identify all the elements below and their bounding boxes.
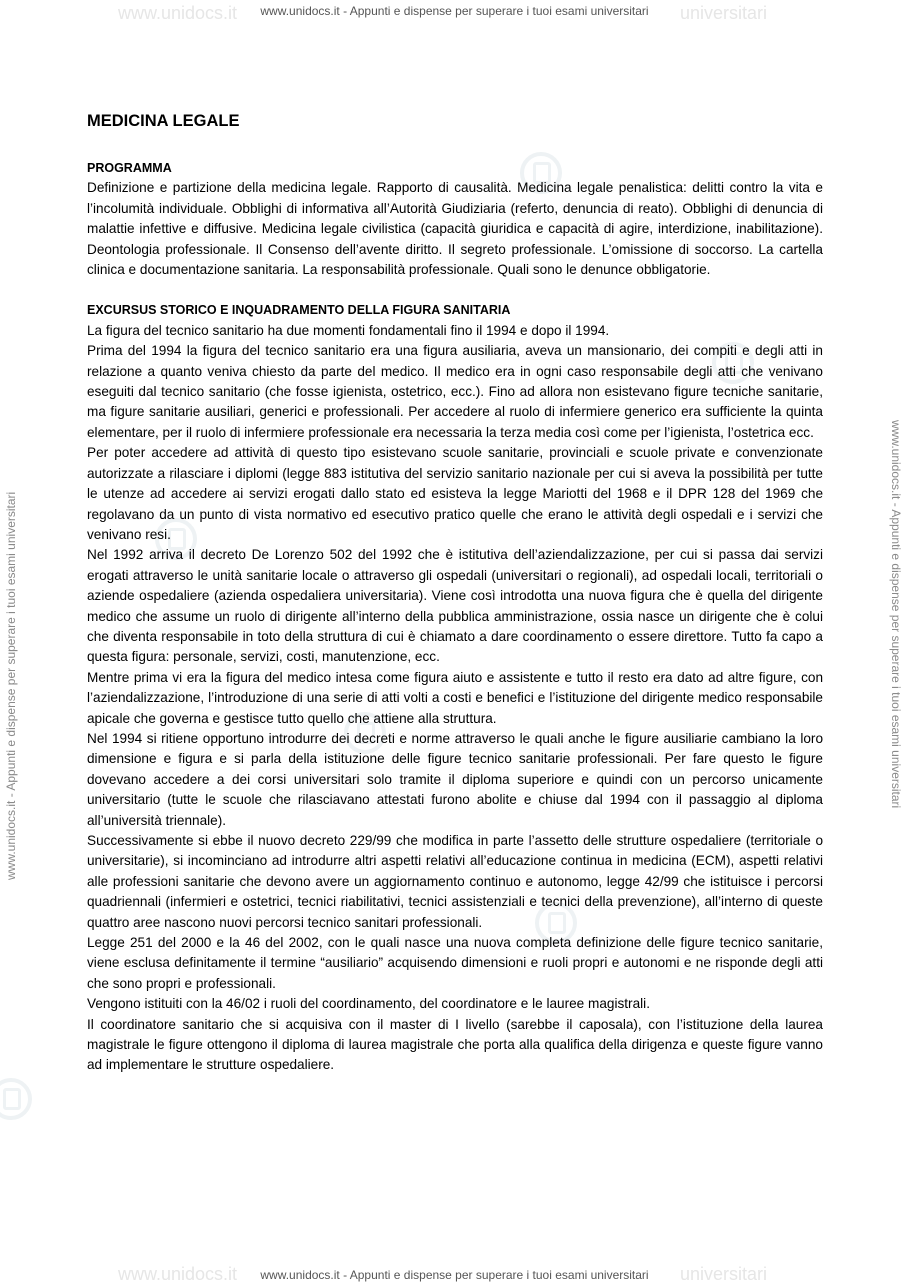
footer-ghost-left: www.unidocs.it [118,1264,238,1284]
watermark-logo-icon [0,1078,32,1120]
header-watermark [0,3,909,23]
header-watermark-text: www.unidocs.it - Appunti e dispense per superare i tuoi esami universitari [260,4,649,18]
paragraph: Il coordinatore sanitario che si acquisiva con il master di I livello (sarebbe il caposala), con l’istituzione della laurea magistrale le figure ottengono il diploma di laurea magistrale che porta alla qualifica della dirigenza e queste figure vanno ad implementare le strutture ospedaliere. [87,1016,823,1073]
left-side-watermark: www.unidocs.it - Appunti e dispense per superare i tuoi esami universitari [4,491,18,880]
section-heading: EXCURSUS STORICO E INQUADRAMENTO DELLA FIGURA SANITARIA [87,303,511,318]
section-excursus [87,300,823,1075]
footer-watermark [0,1264,909,1284]
document-title: MEDICINA LEGALE [87,112,240,130]
paragraph: Per poter accedere ad attività di questo tipo esistevano scuole sanitarie, provinciali e scuole private e convenzionate autorizzate a rilasciare i diplomi (legge 883 istitutiva del servizio sanitario nazionale per cui si aveva la possibilità per tutte le utenze ad accedere ai servizi erogati dallo stato ed esisteva la legge Mariotti del 1968 e il DPR 128 del 1969 che regolavano da un punto di vista normativo ed esecutivo pratico quelle che erano le attività degli ospedali e i servizi che venivano resi. [87,445,823,542]
document-body [87,110,823,1076]
paragraph: Vengono istituiti con la 46/02 i ruoli del coordinamento, del coordinatore e le lauree magistrali. [87,996,650,1012]
footer-watermark-text: www.unidocs.it - Appunti e dispense per superare i tuoi esami universitari [260,1268,649,1282]
section-programma [87,158,823,280]
paragraph: Successivamente si ebbe il nuovo decreto 229/99 che modifica in parte l’assetto delle strutture ospedaliere (territoriale o universitarie), si incominciano ad introdurre altri aspetti relativi all’educazione continua in medicina (ECM), aspetti relativi alle professioni sanitarie che devono avere un aggiornamento continuo e autonomo, legge 42/99 che istituisce i percorsi quadriennali (infermieri e ostetrici, tecnici riabilitativi, tecnici assistenziali e tecnici della prevenzione), all’interno di queste quattro aree nascono nuovi percorsi tecnico sanitari professionali. [87,833,823,930]
header-ghost-right: universitari [680,3,768,23]
paragraph: Nel 1994 si ritiene opportuno introdurre dei decreti e norme attraverso le quali anche le figure ausiliarie cambiano la loro dimensione e figura e si parla della istituzione delle figure tecnico sanitarie professionali. Per fare questo le figure dovevano accedere a dei corsi universitari solo tramite il diploma superiore e quindi con un percorso unicamente universitario (tutte le scuole che rilasciavano attestati furono abolite e chiuse dal 1994 con il passaggio al diploma all’università triennale). [87,730,823,828]
header-ghost-left: www.unidocs.it [118,3,238,23]
right-side-watermark: www.unidocs.it - Appunti e dispense per superare i tuoi esami universitari [889,420,903,809]
paragraph: Legge 251 del 2000 e la 46 del 2002, con le quali nasce una nuova completa definizione delle figure tecnico sanitarie, viene esclusa definitamente il termine “ausiliario” acquisendo dimensioni e ruoli propri e autonomi e ne risponde degli atti che sono propri e professionali. [87,935,823,991]
paragraph: Nel 1992 arriva il decreto De Lorenzo 502 del 1992 che è istitutiva dell’aziendalizzazione, per cui si passa dai servizi erogati attraverso le unità sanitarie locale o attraverso gli ospedali (universitari o regionali), ad ospedali locali, territoriali o aziende ospedaliere (azienda ospedaliera universitaria). Viene così introdotta una nuova figura che è quella del dirigente medico che assume un ruolo di dirigente all’interno della pubblica amministrazione, ossia nasce un dirigente che è colui che diventa responsabile in toto della struttura di cui è chiamato a dare coordinamento o essere direttore. Tutto fa capo a questa figura: personale, servizi, costi, manutenzione, ecc. [87,547,823,665]
paragraph: Definizione e partizione della medicina legale. Rapporto di causalità. Medicina legale penalistica: delitti contro la vita e l’incolumità individuale. Obblighi di informativa all’Autorità Giudiziaria (referto, denuncia di reato). Obblighi di denuncia di malattie infettive e diffusive. Medicina legale civilistica (capacità giuridica e capacità di agire, interdizione, inabilitazione). Deontologia professionale. Il Consenso dell’avente diritto. Il segreto professionale. L’omissione di soccorso. La cartella clinica e documentazione sanitaria. La responsabilità professionale. Quali sono le denunce obbligatorie. [87,180,823,278]
paragraph: Prima del 1994 la figura del tecnico sanitario era una figura ausiliaria, aveva un mansionario, dei compiti e degli atti in relazione a quanto veniva chiesto da parte del medico. Il medico era in ogni caso responsabile degli atti che venivano eseguiti dal tecnico sanitario (che fosse igienista, ostetrico, ecc.). Fino ad allora non esistevano figure tecniche sanitarie, ma figure sanitarie ausiliari, generici e professionali. Per accedere al ruolo di infermiere generico era sufficiente la quinta elementare, per il ruolo di infermiere professionale era necessaria la terza media così come per l’igienista, l’ostetrica ecc. [87,343,823,440]
paragraph: La figura del tecnico sanitario ha due momenti fondamentali fino il 1994 e dopo il 1994. [87,322,610,338]
section-heading: PROGRAMMA [87,161,172,175]
footer-ghost-right: universitari [680,1264,768,1284]
paragraph: Mentre prima vi era la figura del medico intesa come figura aiuto e assistente e tutto il resto era dato ad altre figure, con l’aziendalizzazione, l’introduzione di una serie di atti volti a costi e benefici e l’istituzione del dirigente medico responsabile apicale che governa e gestisce tutto quello che attiene alla struttura. [87,669,823,726]
